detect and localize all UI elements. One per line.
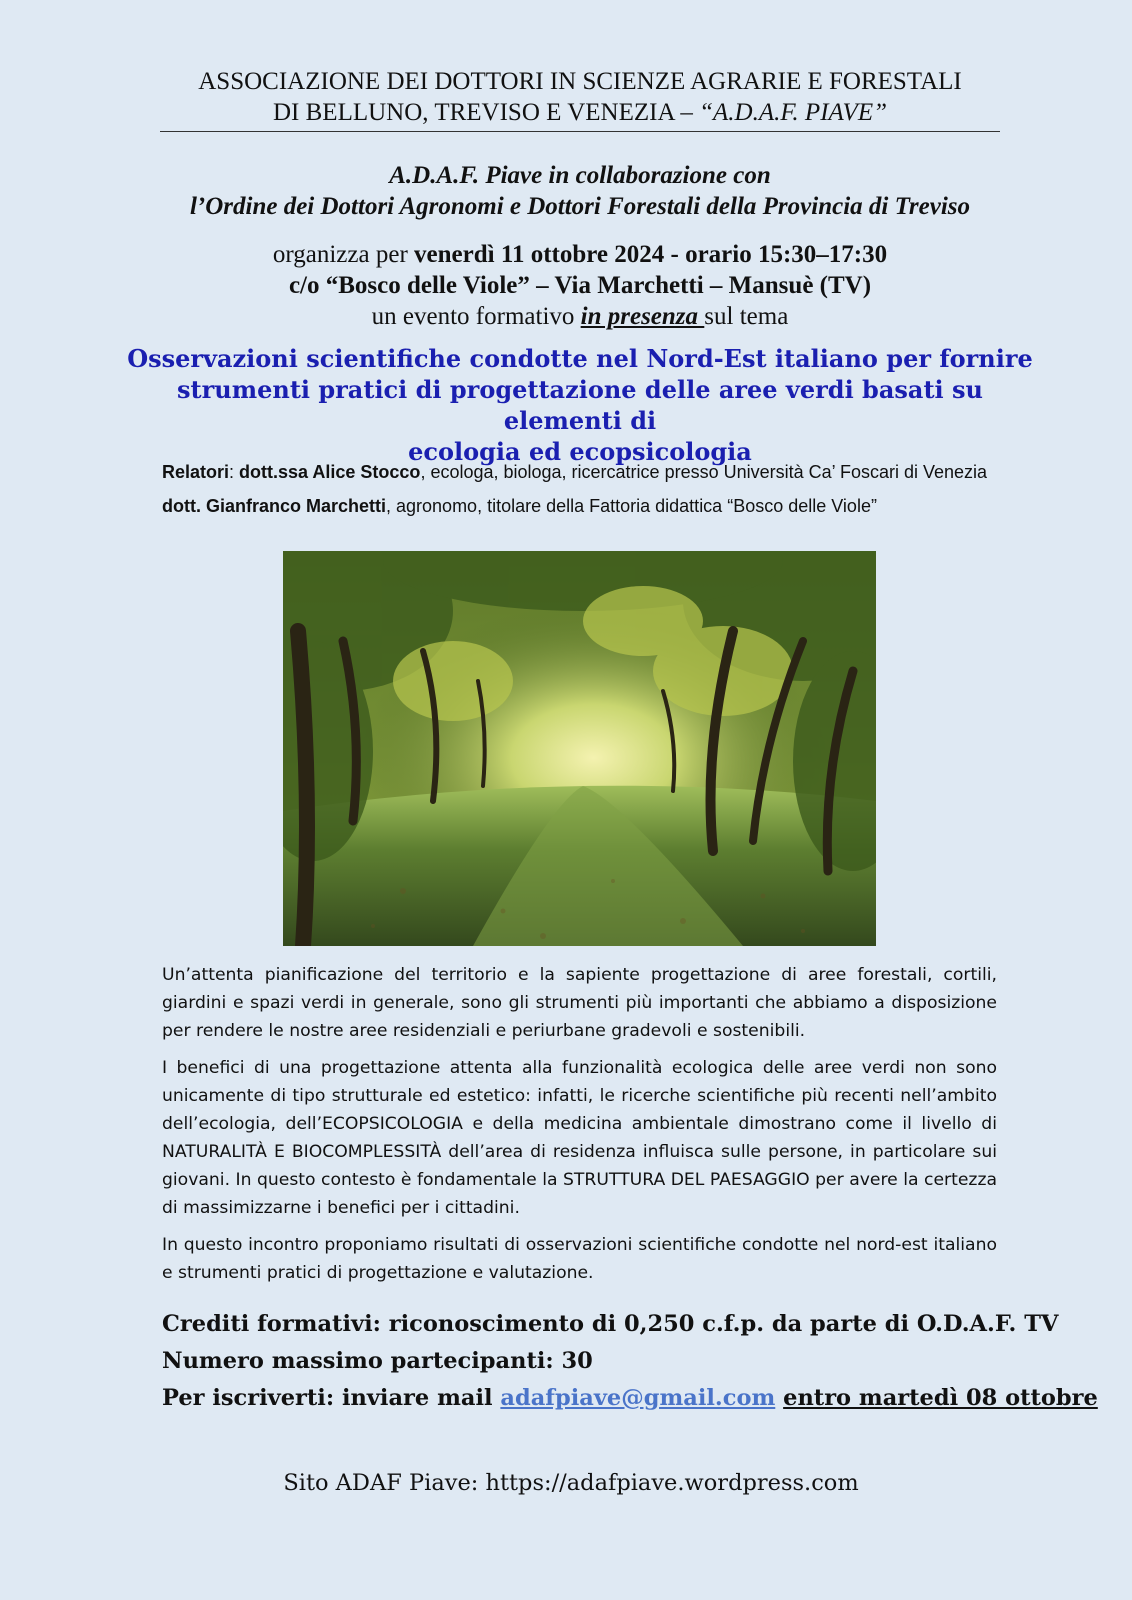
registration-deadline: entro martedì 08 ottobre (783, 1385, 1098, 1411)
event-description (162, 961, 997, 1296)
event-format: un evento formativo in presenza sul tema (371, 303, 789, 330)
event-date-line: organizza per venerdì 11 ottobre 2024 - orario 15:30–17:30 (272, 241, 888, 268)
event-date-time: venerdì 11 ottobre 2024 - orario 15:30–17:30 (414, 241, 888, 268)
collaboration-block (120, 160, 1040, 222)
forest-path-photo (283, 551, 876, 946)
max-participants-line: Numero massimo partecipanti: 30 (162, 1348, 593, 1374)
speaker-1-name: dott.ssa Alice Stocco (239, 462, 421, 482)
forest-path-illustration (283, 551, 876, 946)
speaker-2-desc: , agronomo, titolare della Fattoria didattica “Bosco delle Viole” (386, 496, 877, 516)
description-paragraph-2: I benefici di una progettazione attenta alla funzionalità ecologica delle aree verdi non sono unicamente di tipo strutturale ed estetico: infatti, le ricerche scientifiche più recenti nell’ambito dell’ecologia, dell’ECOPSICOLOGIA e della medicina ambientale dimostrano come il livello di NATURALITÀ E BIOCOMPLESSITÀ dell’area di residenza influisca sulle persone, in particolare sui giovani. In questo contesto è fondamentale la STRUTTURA DEL PAESAGGIO per avere la certezza di massimizzarne i benefici per i cittadini. (162, 1058, 997, 1218)
in-presenza-label: in presenza (580, 303, 705, 330)
speaker-2 (162, 493, 997, 519)
website-footer: Sito ADAF Piave: https://adafpiave.wordpress.com (283, 1470, 859, 1496)
speaker-1: Relatori: dott.ssa Alice Stocco, ecologa, biologa, ricercatrice presso Università Ca’ Foscari di Venezia (162, 462, 988, 482)
association-header (160, 66, 1000, 132)
description-paragraph-3: In questo incontro proponiamo risultati di osservazioni scientifiche condotte nel nord-est italiano e strumenti pratici di progettazione e valutazione. (162, 1235, 997, 1283)
speaker-1-desc: , ecologa, biologa, ricercatrice presso Università Ca’ Foscari di Venezia (420, 462, 988, 482)
association-provinces: DI BELLUNO, TREVISO E VENEZIA – “A.D.A.F. PIAVE” (273, 99, 887, 126)
email-link[interactable]: adafpiave@gmail.com (500, 1385, 776, 1411)
registration-info (162, 1306, 1098, 1417)
speakers-block (162, 459, 997, 527)
credits-line: Crediti formativi: riconoscimento di 0,250 c.f.p. da parte di O.D.A.F. TV (162, 1311, 1059, 1337)
registration-line: Per iscriverti: inviare mail adafpiave@gmail.com entro martedì 08 ottobre (162, 1385, 1098, 1411)
association-name: ASSOCIAZIONE DEI DOTTORI IN SCIENZE AGRARIE E FORESTALI (198, 68, 962, 95)
speaker-2-name: dott. Gianfranco Marchetti (162, 496, 387, 516)
event-details (120, 239, 1040, 332)
association-acronym: “A.D.A.F. PIAVE” (699, 99, 887, 126)
event-topic-title: Osservazioni scientifiche condotte nel Nord-Est italiano per fornire strumenti pratici di progettazione delle aree verdi basati su elementi di ecologia ed ecopsicologia (127, 344, 1033, 466)
description-paragraph-1: Un’attenta pianificazione del territorio e la sapiente progettazione di aree forestali, cortili, giardini e spazi verdi in generale, sono gli strumenti più importanti che abbiamo a disposizione per rendere le nostre aree residenziali e periurbane gradevoli e sostenibili. (162, 965, 997, 1041)
speakers-label: Relatori (162, 462, 230, 482)
collaboration-line: A.D.A.F. Piave in collaborazione con (389, 162, 771, 189)
event-location: c/o “Bosco delle Viole” – Via Marchetti – Mansuè (TV) (288, 272, 872, 299)
collaborating-order: l’Ordine dei Dottori Agronomi e Dottori Forestali della Provincia di Treviso (189, 193, 971, 220)
